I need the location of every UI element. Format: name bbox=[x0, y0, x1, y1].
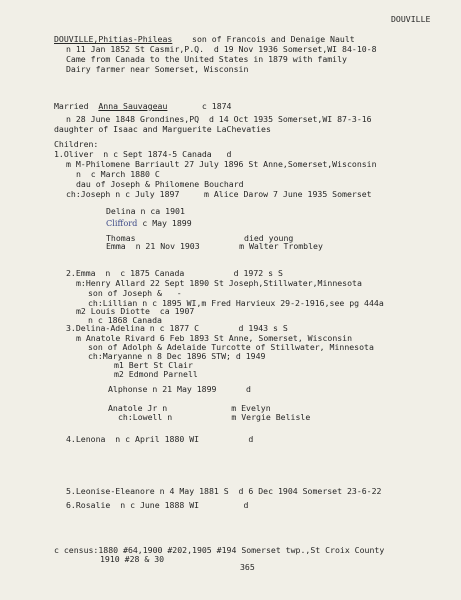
grandchild-anatole: Anatole Jr n m Evelyn bbox=[108, 403, 271, 413]
child-1-spouse-parents: dau of Joseph & Philomene Bouchard bbox=[76, 179, 244, 189]
page-number: 365 bbox=[240, 562, 255, 572]
child-1-line: 1.Oliver n c Sept 1874-5 Canada d bbox=[54, 149, 232, 159]
subject-occupation: Dairy farmer near Somerset, Wisconsin bbox=[66, 64, 249, 74]
subject-parents: son of Francois and Denaige Nault bbox=[192, 34, 355, 44]
child-6-line: 6.Rosalie n c June 1888 WI d bbox=[66, 500, 249, 510]
grandchild-clifford bbox=[106, 218, 192, 228]
subject-immigration: Came from Canada to the United States in 1879 with family bbox=[66, 54, 347, 64]
maryanne-marriage-1: m1 Bert St Clair bbox=[114, 360, 193, 370]
child-1-spouse-birth: n c March 1880 C bbox=[76, 169, 160, 179]
child-3-children: ch:Maryanne n 8 Dec 1896 STW; d 1949 bbox=[88, 351, 266, 361]
grandchild-thomas: Thomas died young bbox=[106, 233, 294, 243]
grandchild-clifford-birth: c May 1899 bbox=[137, 218, 192, 228]
subject-line bbox=[54, 34, 355, 44]
child-3-spouse-parents: son of Adolph & Adelaide Turcotte of Stillwater, Minnesota bbox=[88, 342, 374, 352]
grandchild-emma: Emma n 21 Nov 1903 m Walter Trombley bbox=[106, 241, 323, 251]
spouse-parents: daughter of Isaac and Marguerite LaChevaties bbox=[54, 124, 271, 134]
marriage-date: c 1874 bbox=[201, 101, 232, 111]
grandchild-alphonse: Alphonse n 21 May 1899 d bbox=[108, 384, 251, 394]
header-surname: DOUVILLE bbox=[391, 14, 431, 24]
subject-birth-death: n 11 Jan 1852 St Casmir,P.Q. d 19 Nov 1936 Somerset,WI 84-10-8 bbox=[66, 44, 377, 54]
child-2-spouse-2-birth: n c 1868 Canada bbox=[88, 315, 162, 325]
grandchild-delina: Delina n ca 1901 bbox=[106, 206, 185, 216]
child-2-marriage-2: m2 Louis Diotte ca 1907 bbox=[76, 306, 195, 316]
census-line-2: 1910 #28 & 30 bbox=[100, 554, 165, 564]
child-2-children: ch:Lillian n c 1895 WI,m Fred Harvieux 29-2-1916,see pg 444a bbox=[88, 298, 384, 308]
child-3-marriage: m Anatole Rivard 6 Feb 1893 St Anne, Somerset, Wisconsin bbox=[76, 333, 353, 343]
child-2-spouse-parents: son of Joseph & - bbox=[88, 288, 182, 298]
spouse-name: Anna Sauvageau bbox=[98, 101, 168, 111]
census-line: c census:1880 #64,1900 #202,1905 #194 Somerset twp.,St Croix County bbox=[54, 545, 385, 555]
child-2-line: 2.Emma n c 1875 Canada d 1972 s S bbox=[66, 268, 283, 278]
child-3-line: 3.Delina-Adelina n c 1877 C d 1943 s S bbox=[66, 323, 288, 333]
marriage-prefix: Married bbox=[54, 101, 89, 111]
child-4-line: 4.Lenona n c April 1880 WI d bbox=[66, 434, 254, 444]
marriage-line bbox=[54, 101, 231, 111]
spouse-dates: n 28 June 1848 Grondines,PQ d 14 Oct 1935 Somerset,WI 87-3-16 bbox=[66, 114, 372, 124]
child-5-line: 5.Leonise-Eleanore n 4 May 1881 S d 6 Dec 1904 Somerset 23-6-22 bbox=[66, 486, 382, 496]
subject-name: DOUVILLE,Phitias-Phileas bbox=[54, 34, 173, 44]
handwritten-clifford: Clifford bbox=[106, 218, 138, 228]
maryanne-marriage-2: m2 Edmond Parnell bbox=[114, 369, 198, 379]
child-1-marriage: m M-Philomene Barriault 27 July 1896 St Anne,Somerset,Wisconsin bbox=[66, 159, 377, 169]
child-2-marriage: m:Henry Allard 22 Sept 1890 St Joseph,Stillwater,Minnesota bbox=[76, 278, 362, 288]
children-heading: Children: bbox=[54, 139, 99, 149]
great-grandchild-lowell: ch:Lowell n m Vergie Belisle bbox=[118, 412, 311, 422]
child-1-children: ch:Joseph n c July 1897 m Alice Darow 7 June 1935 Somerset bbox=[66, 189, 372, 199]
